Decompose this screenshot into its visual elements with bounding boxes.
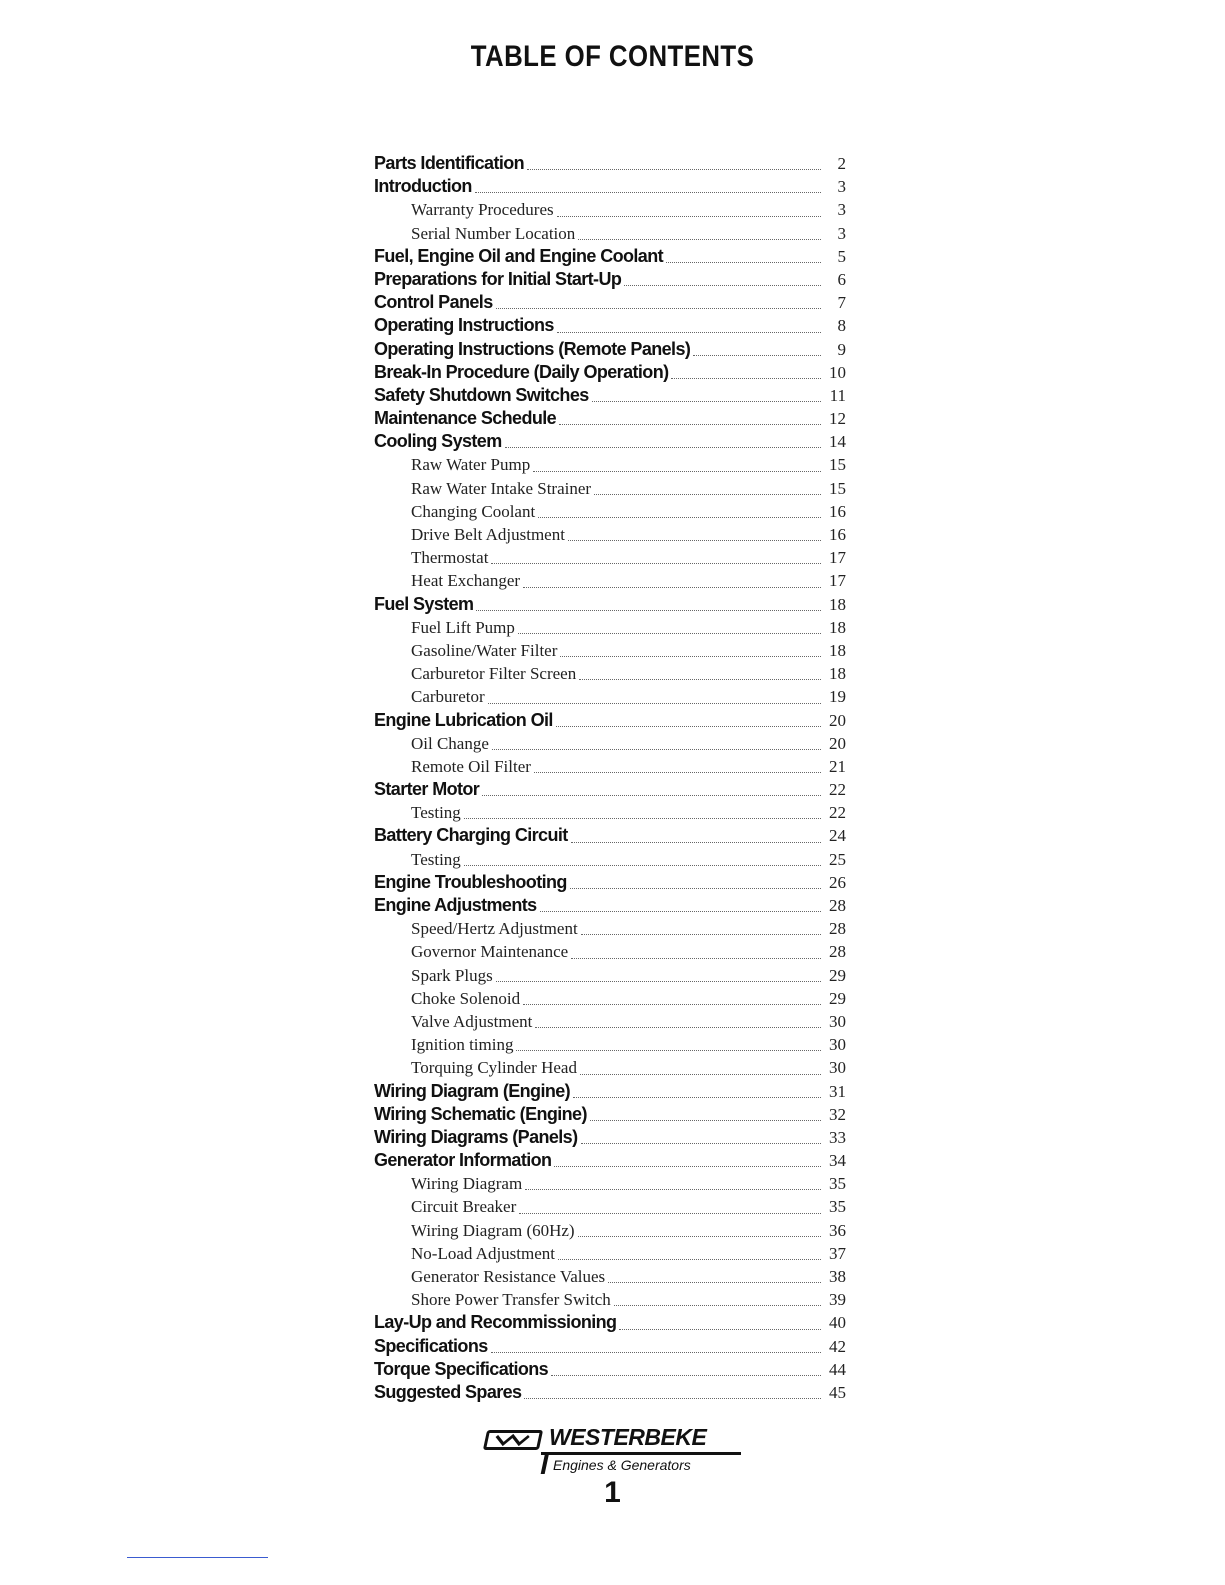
toc-section-entry[interactable] (374, 268, 846, 291)
toc-section-entry[interactable] (374, 1381, 846, 1404)
toc-dot-leader (540, 911, 821, 912)
toc-subsection-entry[interactable] (374, 198, 846, 221)
toc-dot-leader (580, 1074, 821, 1075)
toc-entry-label: Control Panels (374, 292, 493, 313)
toc-entry-label: Circuit Breaker (411, 1197, 517, 1217)
toc-subsection-entry[interactable] (374, 1033, 846, 1056)
toc-entry-page: 30 (829, 1011, 846, 1031)
toc-dot-leader (519, 1213, 821, 1214)
toc-entry-page: 7 (837, 293, 846, 313)
toc-entry-page: 37 (829, 1243, 846, 1263)
table-of-contents (374, 152, 846, 1404)
toc-subsection-entry[interactable] (374, 477, 846, 500)
toc-dot-leader (523, 587, 821, 588)
toc-entry-label: Generator Information (374, 1150, 552, 1171)
toc-entry-label: Shore Power Transfer Switch (411, 1290, 611, 1310)
toc-subsection-entry[interactable] (374, 616, 846, 639)
toc-dot-leader (496, 308, 821, 309)
toc-section-entry[interactable] (374, 175, 846, 198)
toc-entry-page: 19 (829, 687, 846, 707)
logo-emblem-icon (483, 1430, 543, 1450)
toc-dot-leader (475, 192, 821, 193)
toc-entry-page: 17 (829, 548, 846, 568)
toc-dot-leader (592, 401, 821, 402)
toc-entry-page: 14 (829, 432, 846, 452)
toc-entry-page: 33 (829, 1127, 846, 1147)
toc-entry-page: 3 (837, 200, 846, 220)
toc-entry-page: 8 (837, 316, 846, 336)
toc-dot-leader (491, 1352, 821, 1353)
toc-subsection-entry[interactable] (374, 685, 846, 708)
toc-entry-page: 35 (829, 1197, 846, 1217)
toc-section-entry[interactable] (374, 1080, 846, 1103)
toc-dot-leader (464, 865, 821, 866)
toc-entry-page: 20 (829, 710, 846, 730)
toc-entry-label: Engine Troubleshooting (374, 871, 567, 892)
toc-entry-page: 40 (829, 1313, 846, 1333)
toc-entry-label: Fuel Lift Pump (411, 617, 515, 637)
toc-dot-leader (559, 424, 821, 425)
toc-dot-leader (554, 1166, 821, 1167)
toc-dot-leader (488, 703, 821, 704)
toc-dot-leader (557, 332, 821, 333)
toc-dot-leader (482, 795, 821, 796)
toc-entry-label: Battery Charging Circuit (374, 825, 568, 846)
toc-section-entry[interactable] (374, 407, 846, 430)
toc-entry-label: No-Load Adjustment (411, 1243, 556, 1263)
toc-entry-page: 38 (829, 1267, 846, 1286)
toc-entry-label: Drive Belt Adjustment (411, 525, 565, 544)
toc-dot-leader (560, 656, 821, 657)
toc-subsection-entry[interactable] (374, 732, 846, 755)
toc-section-entry[interactable] (374, 152, 846, 175)
toc-dot-leader (579, 679, 821, 680)
toc-entry-page: 10 (829, 362, 846, 382)
toc-section-entry[interactable] (374, 1358, 846, 1381)
toc-entry-page: 16 (829, 501, 846, 521)
toc-subsection-entry[interactable] (374, 1219, 846, 1242)
toc-dot-leader (492, 749, 821, 750)
toc-dot-leader (671, 378, 821, 379)
toc-entry-label: Testing (411, 803, 461, 823)
toc-section-entry[interactable] (374, 245, 846, 268)
toc-entry-page: 15 (829, 455, 846, 475)
logo-name: WESTERBEKE (549, 1424, 707, 1450)
toc-entry-label: Wiring Diagram (411, 1174, 523, 1194)
toc-entry-label: Wiring Diagram (60Hz) (411, 1220, 575, 1240)
toc-entry-page: 30 (829, 1058, 846, 1078)
toc-entry-label: Carburetor (411, 687, 485, 707)
toc-section-entry[interactable] (374, 871, 846, 894)
toc-entry-page: 18 (829, 594, 846, 614)
toc-entry-label: Engine Lubrication Oil (374, 709, 553, 730)
toc-dot-leader (581, 934, 821, 935)
toc-entry-page: 17 (829, 571, 846, 591)
toc-dot-leader (570, 888, 821, 889)
toc-dot-leader (535, 1027, 821, 1028)
toc-entry-page: 11 (829, 385, 846, 405)
toc-entry-page: 24 (829, 826, 846, 846)
toc-subsection-entry[interactable] (374, 662, 846, 685)
toc-subsection-entry[interactable] (374, 917, 846, 940)
toc-section-entry[interactable] (374, 1149, 846, 1172)
toc-dot-leader (524, 1398, 821, 1399)
toc-entry-label: Generator Resistance Values (411, 1267, 606, 1286)
toc-entry-page: 3 (837, 177, 846, 197)
toc-subsection-entry[interactable] (374, 639, 846, 662)
page-title: TABLE OF CONTENTS (470, 40, 755, 73)
toc-dot-leader (666, 262, 821, 263)
toc-dot-leader (464, 818, 821, 819)
toc-section-entry[interactable] (374, 314, 846, 337)
toc-entry-label: Maintenance Schedule (374, 408, 557, 429)
toc-dot-leader (581, 1143, 822, 1144)
toc-dot-leader (557, 216, 821, 217)
toc-entry-label: Suggested Spares (374, 1381, 522, 1402)
toc-dot-leader (568, 540, 821, 541)
toc-dot-leader (523, 1004, 821, 1005)
toc-entry-page: 42 (829, 1336, 846, 1356)
toc-entry-page: 44 (829, 1359, 846, 1379)
toc-entry-label: Choke Solenoid (411, 988, 521, 1008)
toc-section-entry[interactable] (374, 1335, 846, 1358)
toc-section-entry[interactable] (374, 1126, 846, 1149)
toc-entry-page: 25 (829, 849, 846, 869)
toc-entry-page: 20 (829, 733, 846, 753)
logo-rule (541, 1452, 741, 1455)
toc-section-entry[interactable] (374, 361, 846, 384)
toc-subsection-entry[interactable] (374, 1010, 846, 1033)
toc-entry-page: 18 (829, 640, 846, 660)
toc-subsection-entry[interactable] (374, 940, 846, 963)
toc-subsection-entry[interactable] (374, 1056, 846, 1079)
toc-dot-leader (571, 958, 821, 959)
toc-entry-page: 28 (829, 919, 846, 939)
toc-entry-page: 32 (829, 1104, 846, 1124)
toc-entry-label: Heat Exchanger (411, 571, 521, 591)
toc-entry-label: Torquing Cylinder Head (411, 1058, 577, 1078)
toc-entry-label: Wiring Schematic (Engine) (374, 1103, 587, 1124)
toc-entry-label: Fuel, Engine Oil and Engine Coolant (374, 245, 664, 266)
toc-entry-label: Starter Motor (374, 779, 480, 800)
toc-subsection-entry[interactable] (374, 1172, 846, 1195)
toc-entry-page: 45 (829, 1382, 846, 1402)
toc-entry-label: Lay-Up and Recommissioning (374, 1312, 617, 1333)
toc-entry-page: 12 (829, 409, 846, 429)
toc-entry-page: 34 (829, 1151, 846, 1171)
toc-dot-leader (491, 563, 821, 564)
toc-entry-page: 35 (829, 1174, 846, 1194)
toc-dot-leader (573, 1097, 821, 1098)
toc-entry-page: 28 (829, 896, 846, 915)
toc-entry-page: 29 (829, 988, 846, 1008)
toc-dot-leader (533, 471, 821, 472)
toc-entry-page: 36 (829, 1220, 846, 1240)
toc-entry-label: Operating Instructions (374, 315, 554, 336)
toc-entry-label: Speed/Hertz Adjustment (411, 919, 578, 939)
toc-subsection-entry[interactable] (374, 222, 846, 245)
toc-entry-page: 6 (837, 269, 846, 289)
toc-section-entry[interactable] (374, 1311, 846, 1334)
toc-dot-leader (496, 981, 821, 982)
toc-subsection-entry[interactable] (374, 546, 846, 569)
toc-entry-label: Remote Oil Filter (411, 756, 531, 776)
toc-subsection-entry[interactable] (374, 755, 846, 778)
toc-entry-page: 31 (829, 1081, 846, 1101)
toc-subsection-entry[interactable] (374, 1195, 846, 1218)
toc-dot-leader (693, 355, 821, 356)
toc-subsection-entry[interactable] (374, 1242, 846, 1265)
toc-dot-leader (476, 610, 821, 611)
toc-subsection-entry[interactable] (374, 1288, 846, 1311)
toc-section-entry[interactable] (374, 1103, 846, 1126)
toc-subsection-entry[interactable] (374, 801, 846, 824)
toc-entry-label: Engine Adjustments (374, 895, 537, 915)
toc-entry-page: 18 (829, 617, 846, 637)
toc-section-entry[interactable] (374, 894, 846, 917)
toc-entry-label: Testing (411, 849, 461, 869)
toc-subsection-entry[interactable] (374, 453, 846, 476)
toc-entry-label: Raw Water Intake Strainer (411, 478, 592, 498)
toc-dot-leader (594, 494, 821, 495)
toc-entry-page: 9 (837, 339, 846, 359)
toc-entry-label: Gasoline/Water Filter (411, 640, 558, 660)
toc-section-entry[interactable] (374, 291, 846, 314)
toc-dot-leader (619, 1329, 821, 1330)
toc-entry-page: 22 (829, 803, 846, 823)
toc-entry-label: Preparations for Initial Start-Up (374, 268, 622, 289)
toc-entry-page: 30 (829, 1035, 846, 1055)
westerbeke-logo (485, 1424, 745, 1478)
toc-subsection-entry[interactable] (374, 1265, 846, 1288)
toc-entry-page: 39 (829, 1290, 846, 1310)
toc-entry-page: 26 (829, 872, 846, 892)
toc-dot-leader (590, 1120, 821, 1121)
toc-dot-leader (505, 447, 821, 448)
toc-entry-label: Parts Identification (374, 153, 525, 173)
toc-subsection-entry[interactable] (374, 964, 846, 987)
toc-entry-page: 28 (829, 942, 846, 962)
page-number: 1 (604, 1476, 621, 1509)
toc-entry-label: Oil Change (411, 733, 489, 753)
logo-tagline: Engines & Generators (553, 1457, 691, 1473)
toc-entry-label: Changing Coolant (411, 501, 536, 521)
toc-entry-page: 3 (837, 223, 846, 243)
toc-dot-leader (614, 1305, 821, 1306)
toc-entry-label: Safety Shutdown Switches (374, 384, 589, 405)
toc-entry-label: Carburetor Filter Screen (411, 664, 577, 684)
toc-entry-page: 5 (837, 246, 846, 266)
toc-dot-leader (538, 517, 821, 518)
toc-section-entry[interactable] (374, 709, 846, 732)
toc-dot-leader (578, 1236, 821, 1237)
toc-subsection-entry[interactable] (374, 523, 846, 546)
toc-dot-leader (527, 169, 821, 170)
toc-entry-label: Warranty Procedures (411, 200, 554, 220)
toc-entry-label: Cooling System (374, 431, 502, 452)
toc-section-entry[interactable] (374, 430, 846, 453)
toc-dot-leader (558, 1259, 821, 1260)
toc-entry-label: Serial Number Location (411, 223, 576, 243)
toc-entry-page: 22 (829, 780, 846, 800)
toc-entry-label: Wiring Diagram (Engine) (374, 1080, 571, 1101)
toc-section-entry[interactable] (374, 824, 846, 847)
toc-dot-leader (624, 285, 821, 286)
toc-entry-label: Fuel System (374, 593, 474, 614)
toc-entry-label: Governor Maintenance (411, 942, 569, 962)
toc-dot-leader (578, 239, 821, 240)
toc-entry-label: Introduction (374, 176, 472, 197)
toc-entry-label: Spark Plugs (411, 965, 493, 985)
toc-entry-label: Torque Specifications (374, 1358, 549, 1379)
toc-entry-label: Thermostat (411, 548, 489, 568)
footer-link-underline[interactable] (127, 1557, 268, 1558)
toc-entry-label: Break-In Procedure (Daily Operation) (374, 361, 669, 382)
toc-entry-label: Raw Water Pump (411, 455, 531, 475)
toc-entry-page: 21 (829, 756, 846, 776)
toc-entry-page: 18 (829, 664, 846, 684)
toc-entry-label: Specifications (374, 1335, 488, 1356)
toc-section-entry[interactable] (374, 384, 846, 407)
toc-entry-page: 29 (829, 965, 846, 985)
toc-subsection-entry[interactable] (374, 500, 846, 523)
toc-entry-label: Wiring Diagrams (Panels) (374, 1126, 578, 1147)
toc-dot-leader (518, 633, 821, 634)
toc-subsection-entry[interactable] (374, 848, 846, 871)
toc-section-entry[interactable] (374, 338, 846, 361)
toc-entry-page: 2 (837, 154, 846, 173)
toc-dot-leader (556, 726, 821, 727)
toc-dot-leader (608, 1282, 821, 1283)
toc-entry-page: 16 (829, 525, 846, 544)
toc-section-entry[interactable] (374, 593, 846, 616)
toc-dot-leader (525, 1189, 821, 1190)
toc-section-entry[interactable] (374, 778, 846, 801)
toc-subsection-entry[interactable] (374, 987, 846, 1010)
toc-entry-label: Ignition timing (411, 1035, 514, 1055)
toc-subsection-entry[interactable] (374, 569, 846, 592)
toc-dot-leader (534, 772, 821, 773)
toc-entry-label: Operating Instructions (Remote Panels) (374, 338, 691, 359)
logo-stem (541, 1452, 550, 1474)
toc-dot-leader (571, 842, 821, 843)
toc-dot-leader (516, 1050, 821, 1051)
toc-dot-leader (551, 1375, 821, 1376)
toc-entry-page: 15 (829, 478, 846, 498)
toc-entry-label: Valve Adjustment (411, 1011, 533, 1031)
